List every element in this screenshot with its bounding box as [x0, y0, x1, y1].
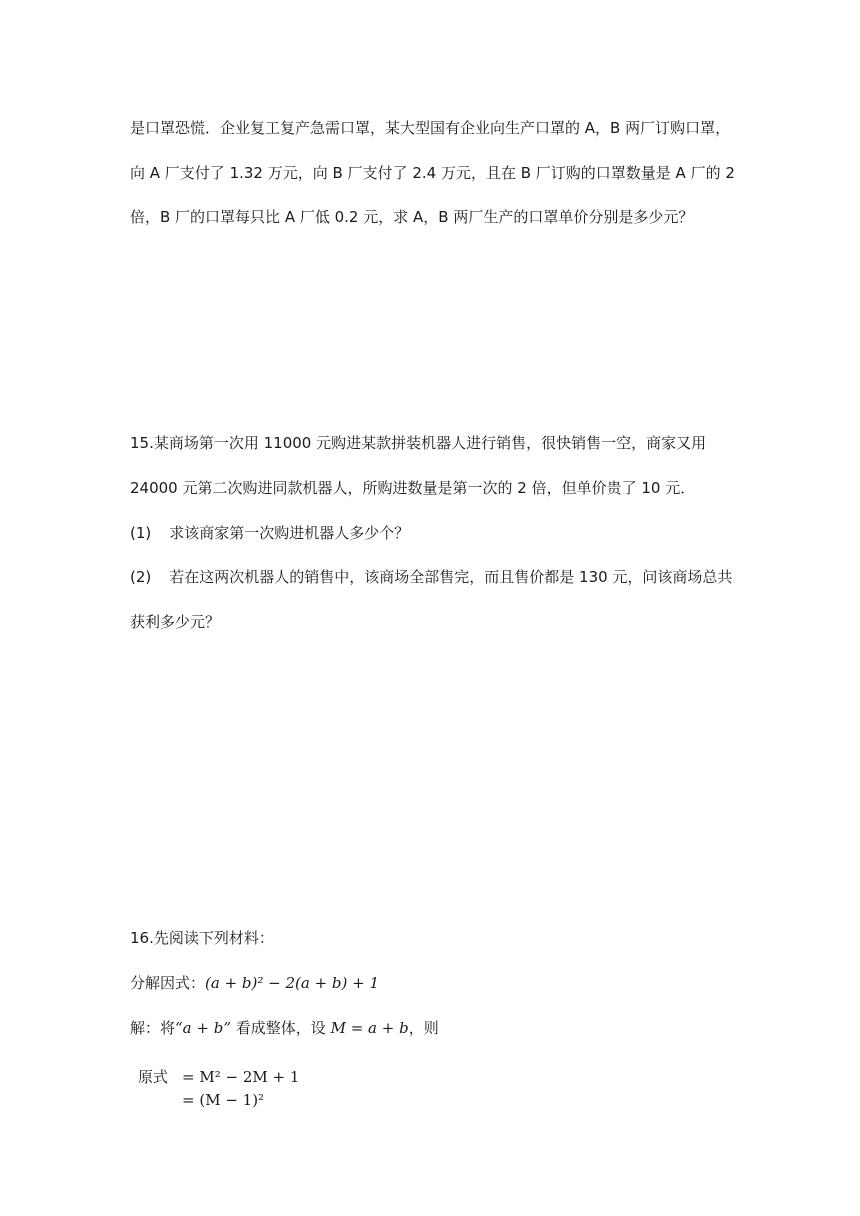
q16-factor-expression: (a + b)² − 2(a + b) + 1	[205, 974, 380, 992]
q16-title: 16.先阅读下列材料：	[130, 929, 274, 947]
q15-line-2: 24000 元第二次购进同款机器人，所购进数量是第一次的 2 倍，但单价贵了 10 元．	[130, 479, 696, 497]
q15-part-1-number: (1)	[130, 524, 152, 542]
q15-part-1	[130, 523, 409, 543]
q16-solution-quote: “a + b”	[175, 1019, 232, 1037]
q14-line-1: 是口罩恐慌．企业复工复产急需口罩，某大型国有企业向生产口罩的 A，B 两厂订购口罩，	[130, 119, 731, 137]
q16-factor-label: 分解因式：	[130, 974, 206, 992]
q16-solution-end: ，则	[408, 1019, 439, 1037]
q15-part-1-text: 求该商家第一次购进机器人多少个？	[169, 524, 410, 542]
q15-part-2-text: 若在这两次机器人的销售中，该商场全部售完，而且售价都是 130 元，问该商场总共	[169, 568, 733, 586]
q16-solution-mid: 看成整体，设	[235, 1019, 326, 1037]
q14-line-2: 向 A 厂支付了 1.32 万元，向 B 厂支付了 2.4 万元，且在 B 厂订购的口罩数量是 A 厂的 2	[130, 164, 735, 182]
q15-part-2-continued: 获利多少元？	[130, 613, 221, 631]
q16-solution-line	[130, 1018, 439, 1038]
q16-factor-line	[130, 973, 379, 993]
q14-line-3: 倍，B 厂的口罩每只比 A 厂低 0.2 元，求 A，B 两厂生产的口罩单价分别是多少元？	[130, 208, 694, 226]
q15-part-2-number: (2)	[130, 568, 152, 586]
q16-step-1: = M² − 2M + 1	[182, 1068, 300, 1086]
q16-solution-let: M = a + b	[330, 1019, 409, 1037]
q16-original-label: 原式	[138, 1068, 169, 1086]
q15-part-2	[130, 567, 732, 587]
q15-line-1: 15.某商场第一次用 11000 元购进某款拼装机器人进行销售，很快销售一空，商家又用	[130, 434, 707, 452]
q16-step-2: = (M − 1)²	[182, 1091, 265, 1109]
q16-solution-prefix: 解：将	[130, 1019, 176, 1037]
